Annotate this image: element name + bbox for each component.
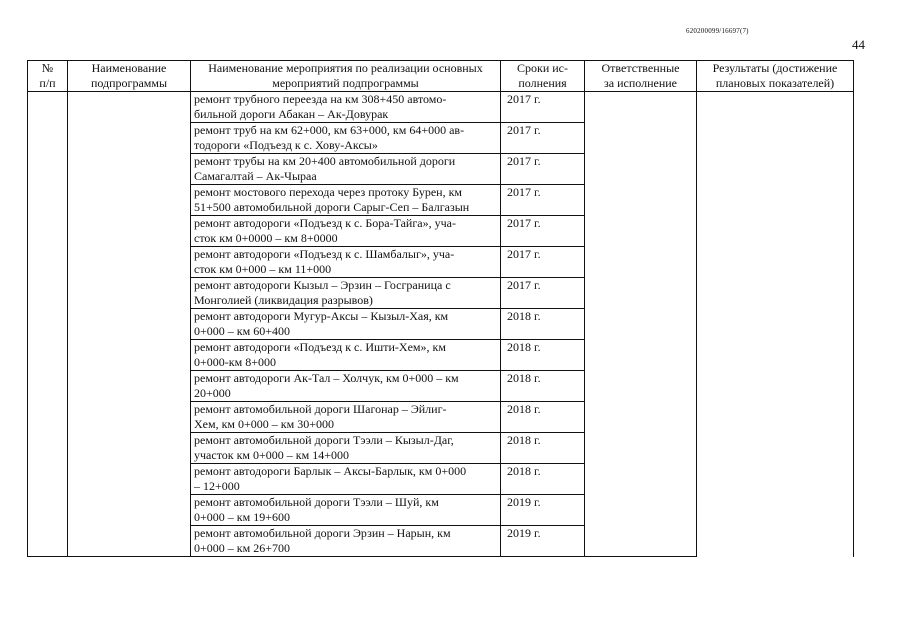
term-cell: 2017 г. xyxy=(501,92,585,123)
activity-text-line: ремонт автодороги Кызыл – Эрзин – Госграница с xyxy=(194,278,451,292)
table-header-row xyxy=(28,61,854,92)
header-cell-term: Сроки ис- полнения xyxy=(501,61,585,92)
activity-cell xyxy=(191,433,501,464)
activity-cell xyxy=(191,309,501,340)
number-cell xyxy=(28,92,68,557)
table-row xyxy=(28,92,854,123)
activity-cell xyxy=(191,371,501,402)
activity-cell xyxy=(191,123,501,154)
document-code: 620200099/16697(7) xyxy=(686,27,749,35)
activity-text-line: – 12+000 xyxy=(194,479,240,493)
header-cell-responsible: Ответственные за исполнение xyxy=(585,61,697,92)
activity-text-line: 0+000 – км 19+600 xyxy=(194,510,290,524)
activity-text-line: ремонт мостового перехода через протоку Бурен, км xyxy=(194,185,462,199)
activity-text-line: ремонт автомобильной дороги Тээли – Кызыл-Даг, xyxy=(194,433,454,447)
activity-cell xyxy=(191,154,501,185)
term-cell: 2017 г. xyxy=(501,123,585,154)
activity-text-line: бильной дороги Абакан – Ак-Довурак xyxy=(194,107,389,121)
term-cell: 2017 г. xyxy=(501,278,585,309)
term-cell: 2018 г. xyxy=(501,309,585,340)
term-cell: 2019 г. xyxy=(501,495,585,526)
activity-text-line: сток км 0+0000 – км 8+0000 xyxy=(194,231,338,245)
term-cell: 2017 г. xyxy=(501,185,585,216)
activity-cell xyxy=(191,340,501,371)
term-cell: 2018 г. xyxy=(501,371,585,402)
activity-text-line: Хем, км 0+000 – км 30+000 xyxy=(194,417,334,431)
header-cell-activity: Наименование мероприятия по реализации основных мероприятий подпрограммы xyxy=(191,61,501,92)
activity-text-line: ремонт автодороги «Подъезд к с. Шамбалыг», уча- xyxy=(194,247,455,261)
term-cell: 2017 г. xyxy=(501,247,585,278)
activity-text-line: участок км 0+000 – км 14+000 xyxy=(194,448,349,462)
activity-cell xyxy=(191,495,501,526)
activities-table xyxy=(27,60,854,557)
activity-text-line: ремонт автодороги «Подъезд к с. Ишти-Хем», км xyxy=(194,340,446,354)
results-cell xyxy=(697,92,854,557)
term-cell: 2018 г. xyxy=(501,340,585,371)
activity-text-line: ремонт автомобильной дороги Эрзин – Нарын, км xyxy=(194,526,451,540)
activity-text-line: ремонт трубы на км 20+400 автомобильной дороги xyxy=(194,154,456,168)
activity-text-line: ремонт автодороги Барлык – Аксы-Барлык, км 0+000 xyxy=(194,464,467,478)
activity-cell xyxy=(191,402,501,433)
activity-text-line: 51+500 автомобильной дороги Сарыг-Сеп – Балгазын xyxy=(194,200,470,214)
activity-text-line: ремонт труб на км 62+000, км 63+000, км 64+000 ав- xyxy=(194,123,465,137)
activity-text-line: ремонт трубного переезда на км 308+450 автомо- xyxy=(194,92,447,106)
activity-text-line: 0+000 – км 26+700 xyxy=(194,541,290,555)
header-cell-subprogram: Наименование подпрограммы xyxy=(68,61,191,92)
header-cell-results: Результаты (достижение плановых показателей) xyxy=(697,61,854,92)
activity-text-line: 0+000 – км 60+400 xyxy=(194,324,290,338)
subprogram-cell xyxy=(68,92,191,557)
header-cell-number: № п/п xyxy=(28,61,68,92)
activity-cell xyxy=(191,464,501,495)
activity-cell xyxy=(191,526,501,557)
term-cell: 2017 г. xyxy=(501,216,585,247)
activity-text-line: ремонт автодороги «Подъезд к с. Бора-Тайга», уча- xyxy=(194,216,456,230)
activity-text-line: 20+000 xyxy=(194,386,231,400)
responsible-cell xyxy=(585,92,697,557)
page-number: 44 xyxy=(852,37,865,52)
activity-cell xyxy=(191,216,501,247)
term-cell: 2018 г. xyxy=(501,402,585,433)
activity-cell xyxy=(191,92,501,123)
activity-text-line: сток км 0+000 – км 11+000 xyxy=(194,262,332,276)
activity-cell xyxy=(191,185,501,216)
activity-text-line: ремонт автодороги Мугур-Аксы – Кызыл-Хая, км xyxy=(194,309,449,323)
activity-text-line: Самагалтай – Ак-Чыраа xyxy=(194,169,317,183)
term-cell: 2018 г. xyxy=(501,464,585,495)
activity-text-line: ремонт автодороги Ак-Тал – Холчук, км 0+000 – км xyxy=(194,371,459,385)
activity-cell xyxy=(191,247,501,278)
activity-text-line: Монголией (ликвидация разрывов) xyxy=(194,293,373,307)
term-cell: 2017 г. xyxy=(501,154,585,185)
term-cell: 2019 г. xyxy=(501,526,585,557)
term-cell: 2018 г. xyxy=(501,433,585,464)
activity-text-line: ремонт автомобильной дороги Тээли – Шуй, км xyxy=(194,495,439,509)
activity-cell xyxy=(191,278,501,309)
activity-text-line: тодороги «Подъезд к с. Хову-Аксы» xyxy=(194,138,378,152)
activity-text-line: 0+000-км 8+000 xyxy=(194,355,276,369)
activity-text-line: ремонт автомобильной дороги Шагонар – Эйлиг- xyxy=(194,402,447,416)
